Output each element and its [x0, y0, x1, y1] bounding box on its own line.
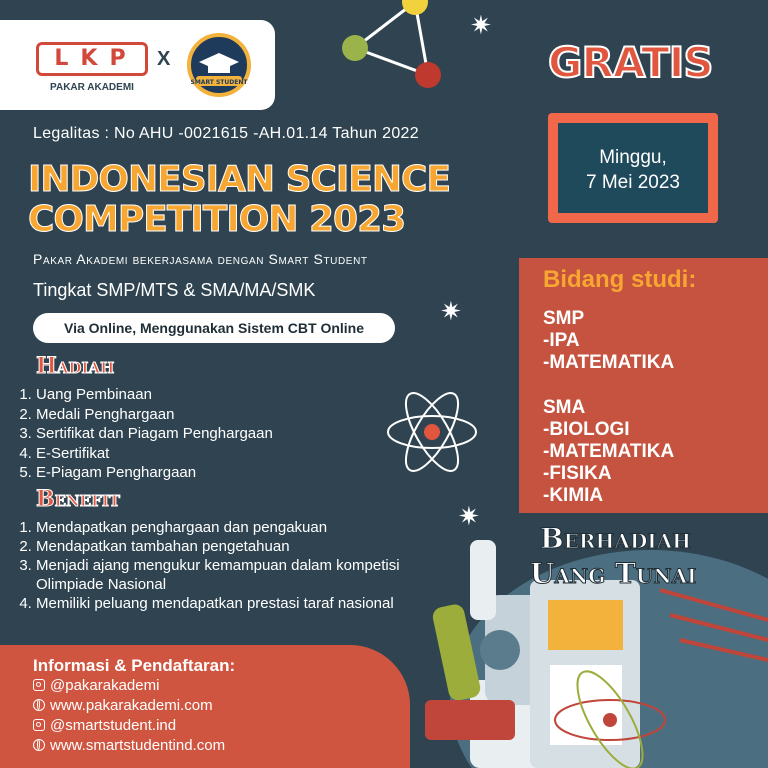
subjects-panel [519, 258, 768, 513]
smart-student-logo [186, 32, 252, 98]
subjects-title: Bidang studi: [543, 266, 697, 293]
date-board [548, 113, 718, 223]
education-level: Tingkat SMP/MTS & SMA/MA/SMK [33, 280, 316, 300]
subject-item: -BIOLOGI [543, 419, 630, 440]
smart-student-logo-text: SMART STUDENT [190, 79, 248, 86]
event-day: Minggu, [599, 147, 667, 168]
benefits-list [18, 518, 416, 613]
list-item: 2. Mendapatkan tambahan pengetahuan [36, 537, 416, 556]
sma-label: SMA [543, 397, 586, 418]
event-title-line2: COMPETITION 2023 [28, 199, 406, 240]
globe-icon [33, 699, 45, 711]
list-item: 4. Memiliki peluang mendapatkan prestasi taraf nasional [36, 594, 416, 613]
prizes-list [18, 385, 273, 483]
sparkle-icon: ✷ [458, 501, 480, 531]
benefits-heading: Benefit [36, 486, 120, 512]
legal-registration: Legalitas : No AHU -0021615 -AH.01.14 Tahun 2022 [33, 125, 419, 142]
subject-item: -MATEMATIKA [543, 441, 675, 462]
registration-info [0, 645, 410, 768]
contact-text: @pakarakademi [50, 677, 160, 694]
subject-item: -KIMIA [543, 485, 604, 506]
prizes-heading: Hadiah [36, 353, 115, 379]
globe-icon [33, 739, 45, 751]
lkp-logo [36, 42, 148, 102]
free-badge: GRATIS [548, 38, 713, 87]
partnership-text: Pakar Akademi bekerjasama dengan Smart Student [33, 251, 368, 267]
cash-prize-line2: Uang Tunai [530, 557, 697, 590]
contact-item[interactable] [33, 717, 176, 734]
subject-item: -MATEMATIKA [543, 352, 675, 373]
lkp-logo-subtitle: PAKAR AKADEMI [50, 82, 134, 93]
list-item: 1. Uang Pembinaan [36, 385, 273, 405]
contact-item[interactable] [33, 677, 159, 694]
cash-prize-line1: Berhadiah [540, 522, 692, 555]
instagram-icon [33, 719, 45, 731]
contact-text: www.pakarakademi.com [50, 697, 213, 714]
contact-text: @smartstudent.ind [50, 717, 177, 734]
date-board-inner [558, 123, 708, 213]
registration-title: Informasi & Pendaftaran: [33, 656, 236, 675]
sparkle-icon: ✷ [440, 296, 462, 326]
subject-item: -FISIKA [543, 463, 612, 484]
atom-icon [385, 385, 480, 480]
sparkle-icon: ✷ [470, 10, 492, 40]
lkp-logo-letters: LKP [36, 42, 148, 76]
contact-item[interactable] [33, 697, 213, 714]
event-title-line1: INDONESIAN SCIENCE [28, 159, 451, 200]
smp-label: SMP [543, 308, 585, 329]
logo-card [0, 20, 275, 110]
list-item: 1. Mendapatkan penghargaan dan pengakuan [36, 518, 416, 537]
instagram-icon [33, 679, 45, 691]
list-item: 3. Menjadi ajang mengukur kemampuan dalam kompetisi Olimpiade Nasional [36, 556, 416, 594]
list-item: 2. Medali Penghargaan [36, 405, 273, 425]
event-date [558, 145, 708, 195]
list-item: 4. E-Sertifikat [36, 444, 273, 464]
list-item: 5. E-Piagam Penghargaan [36, 463, 273, 483]
online-method-pill: Via Online, Menggunakan Sistem CBT Online [33, 313, 395, 343]
subject-item: -IPA [543, 330, 580, 351]
collaboration-separator: X [157, 48, 171, 70]
contact-item[interactable] [33, 737, 225, 754]
contact-text: www.smartstudentind.com [50, 737, 226, 754]
list-item: 3. Sertifikat dan Piagam Penghargaan [36, 424, 273, 444]
event-date-value: 7 Mei 2023 [585, 172, 680, 193]
